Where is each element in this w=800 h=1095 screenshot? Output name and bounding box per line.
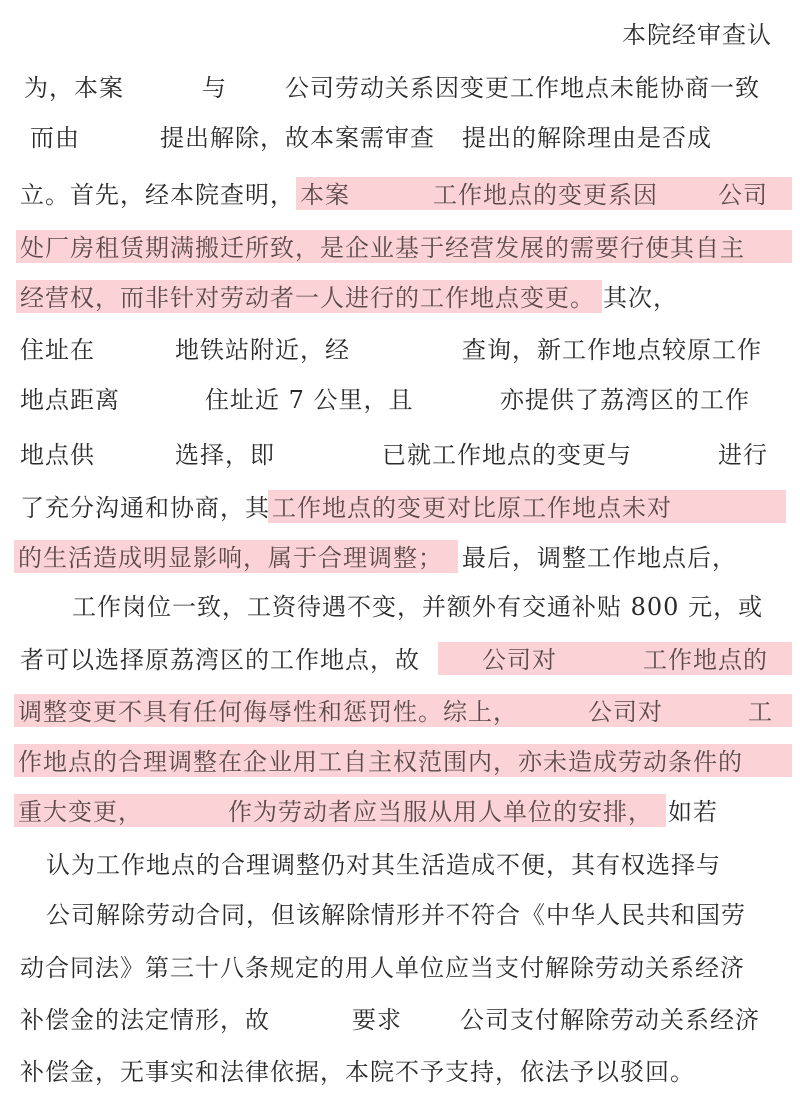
highlighted-text-segment: 经营权，而非针对劳动者一人进行的工作地点变更。 — [20, 284, 595, 312]
highlighted-text-segment: 处厂房租赁期满搬迁所致，是企业基于经营发展的需要行使其自主 — [20, 234, 745, 262]
text-line — [0, 231, 800, 265]
text-segment: 本院经审查认 — [622, 21, 772, 49]
text-line — [0, 333, 800, 367]
text-segment: 了充分沟通和协商，其 — [20, 494, 270, 522]
text-segment: 立。首先，经本院查明， — [20, 181, 295, 209]
text-segment: 查询，新工作地点较原工作 — [462, 336, 762, 364]
text-segment: 地点供 — [20, 441, 95, 469]
text-line — [0, 643, 800, 677]
text-segment: 补偿金的法定情形，故 — [20, 1006, 270, 1034]
text-line — [0, 383, 800, 417]
text-line — [0, 438, 800, 472]
text-segment: 住址在 — [20, 336, 95, 364]
text-line — [0, 745, 800, 779]
text-line — [0, 281, 800, 315]
text-segment: 地铁站附近，经 — [175, 336, 350, 364]
highlighted-text-segment: 工作地点的变更对比原工作地点未对 — [272, 494, 672, 522]
highlighted-text-segment: 公司 — [718, 181, 768, 209]
text-line — [0, 71, 800, 105]
highlighted-text-segment: 工 — [748, 698, 773, 726]
text-segment: 最后，调整工作地点后， — [462, 544, 737, 572]
highlighted-text-segment: 的生活造成明显影响，属于合理调整； — [18, 544, 443, 572]
text-segment: 住址近 7 公里，且 — [205, 386, 414, 414]
text-segment: 提出的解除理由是否成 — [462, 124, 712, 152]
text-segment: 公司支付解除劳动关系经济 — [460, 1006, 760, 1034]
text-line — [0, 1003, 800, 1037]
text-segment: 认为工作地点的合理调整仍对其生活造成不便，其有权选择与 — [46, 851, 721, 879]
highlighted-text-segment: 公司对 — [588, 698, 663, 726]
text-line — [0, 491, 800, 525]
text-segment: 补偿金，无事实和法律依据，本院不予支持，依法予以驳回。 — [20, 1058, 695, 1086]
text-segment: 而由 — [30, 124, 80, 152]
text-segment: 进行 — [718, 441, 768, 469]
text-line — [0, 951, 800, 985]
text-line — [0, 18, 800, 52]
text-line — [0, 1055, 800, 1089]
text-segment: 者可以选择原荔湾区的工作地点，故 — [20, 646, 420, 674]
text-segment: 工作岗位一致，工资待遇不变，并额外有交通补贴 800 元，或 — [72, 593, 764, 621]
text-line — [0, 795, 800, 829]
highlighted-text-segment: 公司对 — [482, 646, 557, 674]
text-line — [0, 848, 800, 882]
text-line — [0, 898, 800, 932]
text-segment: 如若 — [668, 798, 718, 826]
highlighted-text-segment: 工作地点的变更系因 — [433, 181, 658, 209]
text-segment: 其次， — [603, 284, 678, 312]
text-segment: 提出解除，故本案需审查 — [160, 124, 435, 152]
text-segment: 动合同法》第三十八条规定的用人单位应当支付解除劳动关系经济 — [20, 954, 745, 982]
highlighted-text-segment: 工作地点的 — [643, 646, 768, 674]
text-line — [0, 121, 800, 155]
text-line — [0, 695, 800, 729]
text-segment: 公司解除劳动合同，但该解除情形并不符合《中华人民共和国劳 — [46, 901, 746, 929]
highlighted-text-segment: 本案 — [300, 181, 350, 209]
text-segment: 要求 — [352, 1006, 402, 1034]
text-segment: 亦提供了荔湾区的工作 — [500, 386, 750, 414]
text-line — [0, 590, 800, 624]
text-line — [0, 541, 800, 575]
text-line — [0, 178, 800, 212]
text-segment: 为，本案 — [24, 74, 124, 102]
text-segment: 选择，即 — [175, 441, 275, 469]
text-segment: 已就工作地点的变更与 — [382, 441, 632, 469]
text-segment: 与 — [202, 74, 227, 102]
highlighted-text-segment: 作地点的合理调整在企业用工自主权范围内，亦未造成劳动条件的 — [18, 748, 743, 776]
highlighted-text-segment: 调整变更不具有任何侮辱性和惩罚性。综上， — [18, 698, 518, 726]
text-segment: 公司劳动关系因变更工作地点未能协商一致 — [285, 74, 760, 102]
text-segment: 地点距离 — [20, 386, 120, 414]
highlighted-text-segment: 作为劳动者应当服从用人单位的安排， — [228, 798, 653, 826]
highlighted-text-segment: 重大变更， — [18, 798, 143, 826]
